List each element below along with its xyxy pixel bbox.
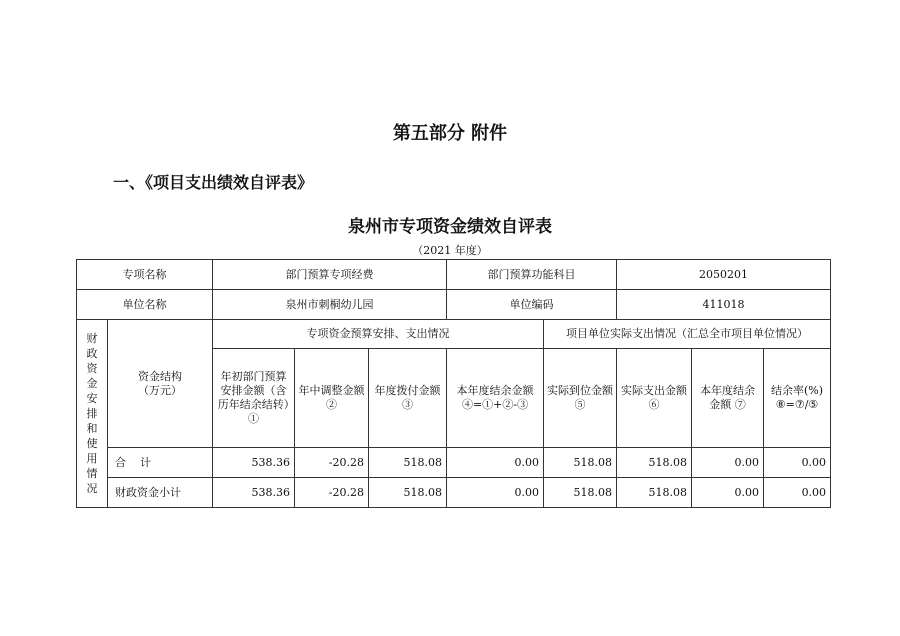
table-row xyxy=(77,260,831,290)
table-cell: 538.36 xyxy=(213,478,295,508)
table-cell: 0.00 xyxy=(692,478,764,508)
column-header: 年度拨付金额 ③ xyxy=(369,349,447,448)
column-header: 结余率(%) ⑧=⑦/⑤ xyxy=(764,349,831,448)
table-cell: 538.36 xyxy=(213,448,295,478)
side-header-cell xyxy=(77,320,108,508)
unit-code-label: 单位编码 xyxy=(447,290,617,320)
table-row xyxy=(77,478,831,508)
column-header: 年中调整金额② xyxy=(295,349,369,448)
column-header: 实际支出金额 ⑥ xyxy=(617,349,692,448)
table-title: 泉州市专项资金绩效自评表 xyxy=(348,217,552,237)
table-cell: 0.00 xyxy=(692,448,764,478)
unit-name-value: 泉州市刺桐幼儿园 xyxy=(213,290,447,320)
table-cell: 0.00 xyxy=(764,478,831,508)
column-header: 实际到位金额 ⑤ xyxy=(544,349,617,448)
table-cell: 518.08 xyxy=(544,478,617,508)
table-row xyxy=(77,320,831,349)
table-cell: -20.28 xyxy=(295,448,369,478)
performance-evaluation-table xyxy=(76,259,831,508)
project-name-label: 专项名称 xyxy=(77,260,213,290)
row-label: 财政资金小计 xyxy=(108,478,213,508)
unit-name-label: 单位名称 xyxy=(77,290,213,320)
column-header: 本年度结余金额 ⑦ xyxy=(692,349,764,448)
unit-code-value: 411018 xyxy=(617,290,831,320)
section-heading: 一、《项目支出绩效自评表》 xyxy=(113,173,314,192)
table-row xyxy=(77,448,831,478)
column-header: 本年度结余金额④=①+②-③ xyxy=(447,349,544,448)
column-header: 年初部门预算安排金额（含历年结余结转）① xyxy=(213,349,295,448)
function-subject-value: 2050201 xyxy=(617,260,831,290)
table-row xyxy=(77,290,831,320)
table-cell: 518.08 xyxy=(617,478,692,508)
table-cell: 0.00 xyxy=(764,448,831,478)
side-header: 财政资金安排和使用情况 xyxy=(86,332,98,495)
fund-structure-label: 资金结构 （万元） xyxy=(108,320,213,448)
function-subject-label: 部门预算功能科目 xyxy=(447,260,617,290)
year-label: （2021 年度） xyxy=(412,244,488,257)
budget-group-header: 专项资金预算安排、支出情况 xyxy=(213,320,544,349)
table-cell: 518.08 xyxy=(369,448,447,478)
project-name-value: 部门预算专项经费 xyxy=(213,260,447,290)
table-cell: 518.08 xyxy=(544,448,617,478)
part-title: 第五部分 附件 xyxy=(392,123,508,144)
table-cell: 518.08 xyxy=(369,478,447,508)
table-cell: 518.08 xyxy=(617,448,692,478)
row-label: 合 计 xyxy=(108,448,213,478)
table-cell: -20.28 xyxy=(295,478,369,508)
table-cell: 0.00 xyxy=(447,478,544,508)
table-cell: 0.00 xyxy=(447,448,544,478)
actual-group-header: 项目单位实际支出情况（汇总全市项目单位情况） xyxy=(544,320,831,349)
